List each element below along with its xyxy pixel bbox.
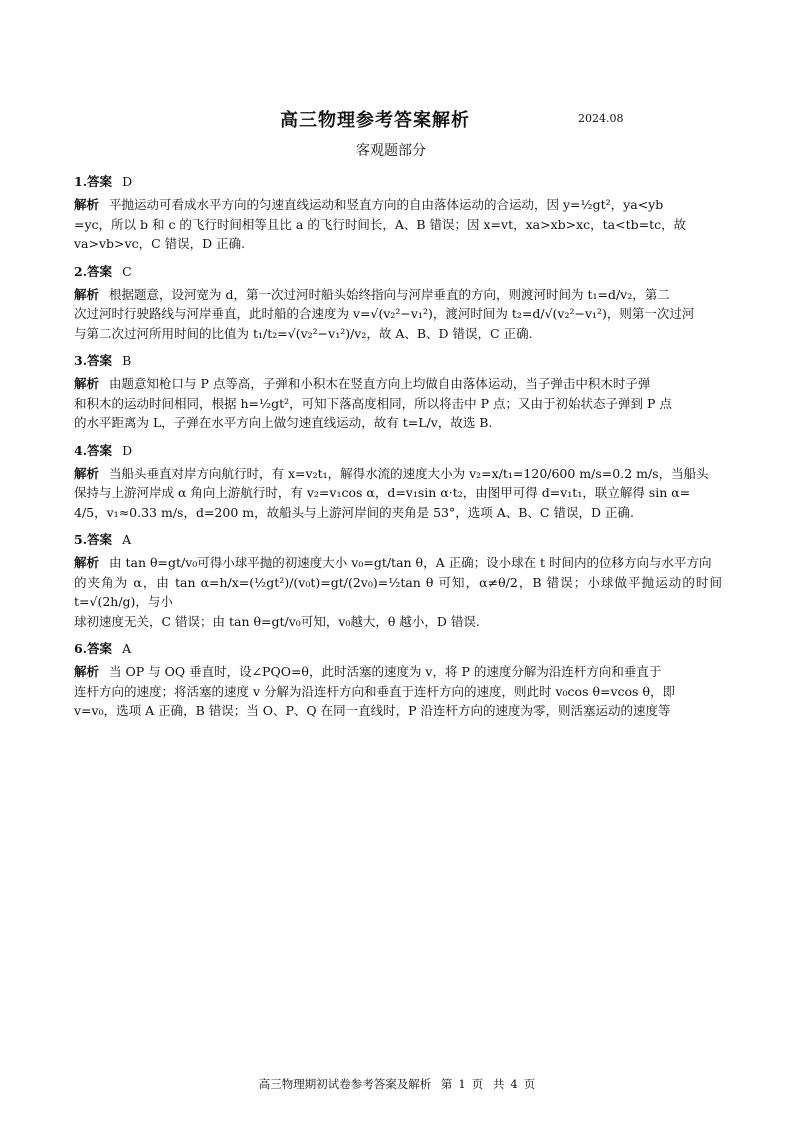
exam-date: 2024.08 (578, 112, 624, 125)
question-heading (74, 530, 722, 549)
explanation (74, 195, 722, 253)
explanation (74, 464, 722, 522)
explanation (74, 662, 722, 720)
answer-letter: C (122, 263, 132, 279)
explanation-line: v=v₀，选项 A 正确，B 错误；当 O、P、Q 在同一直线时，P 沿连杆方向的速度为零，则活塞运动的速度等 (74, 703, 671, 718)
explanation-line: 球初速度无关，C 错误；由 tan θ=gt/v₀可知，v₀越大，θ 越小，D 错误. (74, 613, 480, 629)
explanation-label: 解析 (74, 555, 100, 571)
page-title: 高三物理参考答案解析 (280, 110, 470, 131)
question-number: 1.答案 (74, 174, 113, 189)
question-number: 4.答案 (74, 442, 113, 458)
question-heading (74, 262, 722, 281)
explanation-line: 和积木的运动时间相同，根据 h=½gt²，可知下落高度相同，所以将击中 P 点；又由于初始状态子弹到 P 点 (74, 395, 672, 411)
answer-letter: B (122, 353, 132, 368)
question-heading (74, 441, 722, 460)
footer-text: 页 (523, 1077, 536, 1091)
explanation-line: 由 tan θ=gt/v₀可得小球平抛的初速度大小 v₀=gt/tan θ，A 正确；设小球在 t 时间内的位移方向与水平方向 (109, 555, 712, 571)
explanation (74, 553, 722, 631)
explanation-line: 平抛运动可看成水平方向的匀速直线运动和竖直方向的自由落体运动的合运动，因 y=½gt²，ya<yb (109, 197, 664, 213)
explanation-line: 当 OP 与 OQ 垂直时，设∠PQO=θ，此时活塞的速度为 v，将 P 的速度分解为沿连杆方向和垂直于 (109, 664, 662, 680)
answer-letter: D (122, 442, 133, 458)
explanation-line: 4/5，v₁≈0.33 m/s，d=200 m，故船头与上游河岸间的夹角是 53°，选项 A、B、C 错误，D 正确. (74, 504, 634, 520)
explanation-line: 保持与上游河岸成 α 角向上游航行时，有 v₂=v₁cos α，d=v₁sin α·t₂，由图甲可得 d=v₁t₁，联立解得 sin α= (74, 485, 691, 501)
explanation-line: 的水平距离为 L，子弹在水平方向上做匀速直线运动，故有 t=L/v，故选 B. (74, 415, 493, 431)
explanation-line: 根据题意，设河宽为 d，第一次过河时船头始终指向与河岸垂直的方向，则渡河时间为 t₁=d/v₂，第二 (109, 286, 670, 302)
explanation-line: 与第二次过河所用时间的比值为 t₁/t₂=√(v₂²−v₁²)/v₂，故 A、B、D 错误，C 正确. (74, 325, 533, 341)
page-total: 4 (510, 1077, 518, 1091)
answer-letter: A (122, 532, 132, 547)
explanation-line: 次过河时行驶路线与河岸垂直，此时船的合速度为 v=√(v₂²−v₁²)，渡河时间为 t₂=d/√(v₂²−v₁²)，则第一次过河 (74, 306, 695, 322)
answer-letter: A (122, 640, 132, 656)
footer-text: 页 (471, 1077, 484, 1091)
question-number: 3.答案 (74, 353, 113, 368)
explanation-label: 解析 (74, 465, 100, 481)
explanation-line: 的夹角为 α，由 tan α=h/x=(½gt²)/(v₀t)=gt/(2v₀)=½tan θ 可知，α≠θ/2，B 错误；小球做平抛运动的时间 t=√(2h/g)，与小 (74, 574, 722, 610)
question-heading (74, 351, 722, 370)
question-number: 2.答案 (74, 263, 113, 279)
explanation-line: =yc，所以 b 和 c 的飞行时间相等且比 a 的飞行时间长，A、B 错误；因 x=vt，xa>xb>xc，ta<tb=tc，故 (74, 216, 687, 232)
explanation-line: 当船头垂直对岸方向航行时，有 x=v₂t₁，解得水流的速度大小为 v₂=x/t₁=120/600 m/s=0.2 m/s，当船头 (109, 465, 709, 481)
footer-doc-title: 高三物理期初试卷参考答案及解析 (258, 1077, 432, 1091)
page-footer (0, 1076, 794, 1092)
question-heading (74, 172, 722, 191)
answer-letter: D (122, 174, 133, 189)
footer-text: 共 (492, 1077, 505, 1091)
section-subtitle: 客观题部分 (356, 143, 426, 159)
question-heading (74, 639, 722, 658)
explanation-label: 解析 (74, 197, 100, 213)
explanation-line: 连杆方向的速度；将活塞的速度 v 分解为沿连杆方向和垂直于连杆方向的速度，则此时 v₀cos θ=vcos θ，即 (74, 683, 675, 699)
page-number: 1 (458, 1077, 466, 1091)
explanation-label: 解析 (74, 376, 100, 392)
answer-content (74, 166, 722, 728)
question-number: 5.答案 (74, 532, 113, 547)
explanation-label: 解析 (74, 286, 100, 302)
explanation-line: va>vb>vc，C 错误，D 正确. (74, 236, 246, 252)
explanation-label: 解析 (74, 664, 100, 680)
explanation (74, 374, 722, 432)
footer-text: 第 (440, 1077, 453, 1091)
explanation (74, 285, 722, 343)
question-number: 6.答案 (74, 640, 113, 656)
explanation-line: 由题意知枪口与 P 点等高，子弹和小积木在竖直方向上均做自由落体运动，当子弹击中积木时子弹 (109, 376, 651, 392)
